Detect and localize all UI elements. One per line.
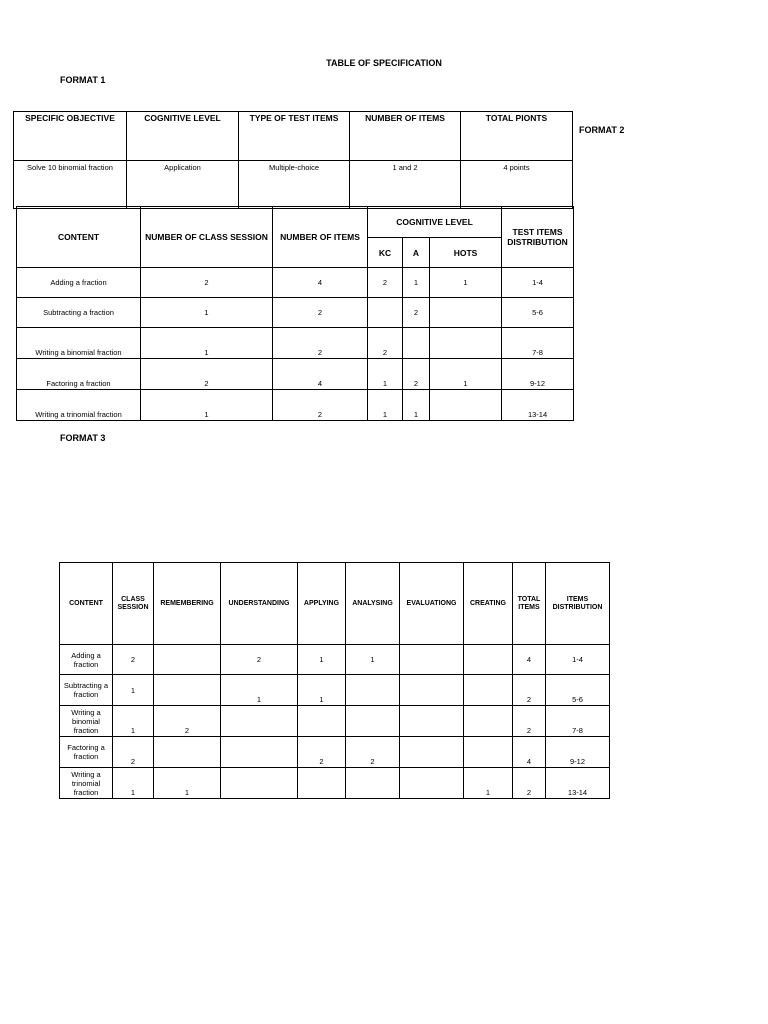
table-cell — [298, 706, 346, 737]
table-cell: 2 — [154, 706, 221, 737]
format2-header-a: A — [403, 238, 430, 268]
table-cell: 2 — [221, 645, 298, 675]
format1-header: NUMBER OF ITEMS — [350, 112, 461, 161]
table-cell — [346, 706, 400, 737]
format1-label: FORMAT 1 — [60, 75, 106, 85]
kc-cell: 2 — [368, 328, 403, 359]
table-row — [60, 768, 610, 799]
a-cell: 1 — [403, 390, 430, 421]
a-cell: 2 — [403, 359, 430, 390]
format3-header: REMEMBERING — [154, 563, 221, 645]
table-cell: 1 — [464, 768, 513, 799]
table-cell: 1 — [298, 645, 346, 675]
kc-cell: 1 — [368, 359, 403, 390]
table-cell — [154, 737, 221, 768]
content-cell: Factoring a fraction — [60, 737, 113, 768]
table-row — [17, 328, 574, 359]
table-cell: 1 — [298, 675, 346, 706]
format3-header: EVALUATIONG — [400, 563, 464, 645]
distribution-cell: 7-8 — [502, 328, 574, 359]
format1-header: COGNITIVE LEVEL — [127, 112, 239, 161]
table-cell — [221, 737, 298, 768]
distribution-cell: 9-12 — [502, 359, 574, 390]
content-cell: Writing a trinomial fraction — [60, 768, 113, 799]
table-cell: 1 — [113, 706, 154, 737]
table-cell: 2 — [113, 645, 154, 675]
table-cell — [464, 645, 513, 675]
format2-table — [16, 206, 574, 421]
table-cell: 4 — [513, 645, 546, 675]
content-cell: Adding a fraction — [17, 268, 141, 298]
format3-label: FORMAT 3 — [60, 433, 106, 443]
table-row — [60, 645, 610, 675]
table-cell — [154, 675, 221, 706]
table-cell: 1 — [221, 675, 298, 706]
hots-cell: 1 — [430, 359, 502, 390]
format3-header: TOTAL ITEMS — [513, 563, 546, 645]
format1-header-row — [14, 112, 573, 161]
a-cell — [403, 328, 430, 359]
format3-header: CREATING — [464, 563, 513, 645]
content-cell: Factoring a fraction — [17, 359, 141, 390]
table-row — [17, 298, 574, 328]
table-cell: 2 — [513, 675, 546, 706]
content-cell: Subtracting a fraction — [17, 298, 141, 328]
sessions-cell: 1 — [141, 328, 273, 359]
items-cell: 2 — [273, 390, 368, 421]
hots-cell — [430, 298, 502, 328]
table-cell — [298, 768, 346, 799]
hots-cell: 1 — [430, 268, 502, 298]
table-cell — [464, 706, 513, 737]
format1-header: TOTAL PIONTS — [461, 112, 573, 161]
format2-header-row — [17, 207, 574, 238]
sessions-cell: 2 — [141, 268, 273, 298]
format1-cell: 4 points — [461, 161, 573, 209]
format1-cell: Multiple-choice — [239, 161, 350, 209]
format1-header: SPECIFIC OBJECTIVE — [14, 112, 127, 161]
table-row — [60, 737, 610, 768]
format2-header-hots: HOTS — [430, 238, 502, 268]
kc-cell — [368, 298, 403, 328]
format1-cell: Application — [127, 161, 239, 209]
table-cell: 2 — [513, 768, 546, 799]
content-cell: Subtracting a fraction — [60, 675, 113, 706]
table-row — [17, 268, 574, 298]
items-cell: 2 — [273, 298, 368, 328]
format3-header: ITEMS DISTRIBUTION — [546, 563, 610, 645]
table-cell: 5-6 — [546, 675, 610, 706]
content-cell: Writing a binomial fraction — [17, 328, 141, 359]
table-row — [17, 359, 574, 390]
sessions-cell: 2 — [141, 359, 273, 390]
format2-label: FORMAT 2 — [579, 125, 625, 135]
table-cell — [400, 768, 464, 799]
distribution-cell: 1-4 — [502, 268, 574, 298]
table-cell — [221, 706, 298, 737]
table-cell: 2 — [513, 706, 546, 737]
table-cell: 1 — [113, 675, 154, 706]
format3-header-row — [60, 563, 610, 645]
format2-header-content: CONTENT — [17, 207, 141, 268]
table-cell: 2 — [298, 737, 346, 768]
table-cell — [464, 737, 513, 768]
table-cell: 1 — [154, 768, 221, 799]
table-cell — [400, 737, 464, 768]
distribution-cell: 5-6 — [502, 298, 574, 328]
table-cell — [154, 645, 221, 675]
format3-header: UNDERSTANDING — [221, 563, 298, 645]
table-cell — [400, 675, 464, 706]
format3-header: ANALYSING — [346, 563, 400, 645]
table-cell — [464, 675, 513, 706]
a-cell: 1 — [403, 268, 430, 298]
table-cell: 13-14 — [546, 768, 610, 799]
table-cell: 1 — [113, 768, 154, 799]
hots-cell — [430, 328, 502, 359]
table-cell: 7-8 — [546, 706, 610, 737]
table-row — [60, 675, 610, 706]
format2-header-sessions: NUMBER OF CLASS SESSION — [141, 207, 273, 268]
table-cell — [221, 768, 298, 799]
content-cell: Writing a binomial fraction — [60, 706, 113, 737]
table-cell: 4 — [513, 737, 546, 768]
table-cell: 2 — [346, 737, 400, 768]
format2-header-kc: KC — [368, 238, 403, 268]
kc-cell: 2 — [368, 268, 403, 298]
table-cell: 1-4 — [546, 645, 610, 675]
items-cell: 4 — [273, 268, 368, 298]
kc-cell: 1 — [368, 390, 403, 421]
format1-header: TYPE OF TEST ITEMS — [239, 112, 350, 161]
format3-header: CLASS SESSION — [113, 563, 154, 645]
table-cell — [346, 768, 400, 799]
table-cell — [346, 675, 400, 706]
hots-cell — [430, 390, 502, 421]
format1-table — [13, 111, 573, 209]
table-cell — [400, 706, 464, 737]
table-cell: 1 — [346, 645, 400, 675]
table-cell: 9-12 — [546, 737, 610, 768]
format1-data-row — [14, 161, 573, 209]
table-row — [60, 706, 610, 737]
format2-header-distribution: TEST ITEMS DISTRIBUTION — [502, 207, 574, 268]
table-cell: 2 — [113, 737, 154, 768]
items-cell: 2 — [273, 328, 368, 359]
content-cell: Adding a fraction — [60, 645, 113, 675]
sessions-cell: 1 — [141, 298, 273, 328]
sessions-cell: 1 — [141, 390, 273, 421]
content-cell: Writing a trinomial fraction — [17, 390, 141, 421]
format2-header-items: NUMBER OF ITEMS — [273, 207, 368, 268]
format1-cell: 1 and 2 — [350, 161, 461, 209]
table-cell — [400, 645, 464, 675]
format3-table — [59, 562, 610, 799]
format3-header: APPLYING — [298, 563, 346, 645]
format2-header-cognitive: COGNITIVE LEVEL — [368, 207, 502, 238]
table-row — [17, 390, 574, 421]
format1-cell: Solve 10 binomial fraction — [14, 161, 127, 209]
distribution-cell: 13-14 — [502, 390, 574, 421]
format3-header: CONTENT — [60, 563, 113, 645]
page-title: TABLE OF SPECIFICATION — [326, 58, 442, 68]
a-cell: 2 — [403, 298, 430, 328]
items-cell: 4 — [273, 359, 368, 390]
